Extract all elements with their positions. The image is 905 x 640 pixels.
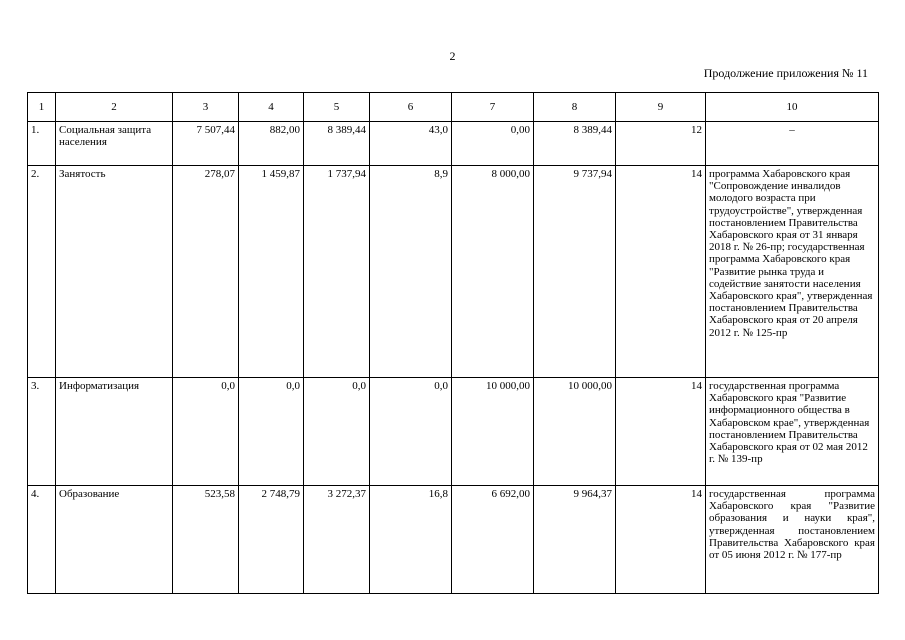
cell-value: 0,00 [452,122,534,166]
cell-value: 10 000,00 [534,378,616,486]
row-name: Информатизация [56,378,173,486]
row-number: 1. [28,122,56,166]
cell-value: 10 000,00 [452,378,534,486]
cell-value: 9 964,37 [534,486,616,594]
cell-value: 8 389,44 [534,122,616,166]
cell-value: 278,07 [173,166,239,378]
cell-value: 6 692,00 [452,486,534,594]
table-row [28,378,879,486]
row-number: 3. [28,378,56,486]
cell-value: 7 507,44 [173,122,239,166]
cell-value: 1 459,87 [239,166,304,378]
cell-value: 0,0 [370,378,452,486]
cell-value: 882,00 [239,122,304,166]
table-row [28,166,879,378]
cell-value: 523,58 [173,486,239,594]
row-name: Социальная защита населения [56,122,173,166]
cell-value: 16,8 [370,486,452,594]
appendix-label: Продолжение приложения № 11 [703,66,868,80]
cell-value: 8 389,44 [304,122,370,166]
row-note: – [706,122,879,166]
cell-value: 14 [616,378,706,486]
cell-value: 14 [616,486,706,594]
table-row [28,486,879,594]
cell-value: 43,0 [370,122,452,166]
table-header-row [28,93,879,122]
column-header: 5 [304,93,370,122]
cell-value: 14 [616,166,706,378]
column-header: 10 [706,93,879,122]
cell-value: 2 748,79 [239,486,304,594]
cell-value: 9 737,94 [534,166,616,378]
page-number: 2 [449,49,456,63]
cell-value: 0,0 [239,378,304,486]
column-header: 2 [56,93,173,122]
cell-value: 8,9 [370,166,452,378]
data-table [27,92,879,594]
row-note: государственная программа Хабаровского края "Развитие образования и науки края", утвержденная постановлением Правительства Хабаровского края от 05 июня 2012 г. № 177-пр [706,486,879,594]
column-header: 7 [452,93,534,122]
cell-value: 3 272,37 [304,486,370,594]
cell-value: 1 737,94 [304,166,370,378]
table-row [28,122,879,166]
row-number: 2. [28,166,56,378]
row-note: программа Хабаровского края "Сопровождение инвалидов молодого возраста при трудоустройстве", утвержденная постановлением Правительства Хабаровского края от 31 января 2018 г. № 26-пр; государственная программа Хабаровского края "Развитие рынка труда и содействие занятости населения Хабаровского края", утвержденная постановлением Правительства Хабаровского края от 20 апреля 2012 г. № 125-пр [706,166,879,378]
column-header: 8 [534,93,616,122]
row-name: Занятость [56,166,173,378]
row-note: государственная программа Хабаровского края "Развитие информационного общества в Хабаровском крае", утвержденная постановлением Правительства Хабаровского края от 02 мая 2012 г. № 139-пр [706,378,879,486]
column-header: 6 [370,93,452,122]
cell-value: 8 000,00 [452,166,534,378]
cell-value: 0,0 [304,378,370,486]
cell-value: 0,0 [173,378,239,486]
column-header: 1 [28,93,56,122]
row-number: 4. [28,486,56,594]
column-header: 9 [616,93,706,122]
column-header: 3 [173,93,239,122]
row-name: Образование [56,486,173,594]
cell-value: 12 [616,122,706,166]
column-header: 4 [239,93,304,122]
